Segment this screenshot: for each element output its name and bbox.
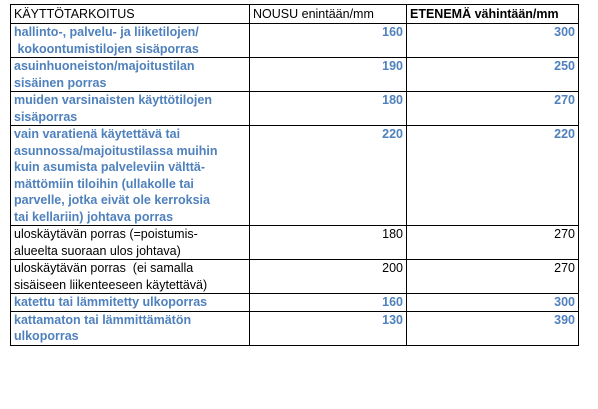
cell-etenema: 300: [407, 24, 579, 58]
cell-text-line: hallinto-, palvelu- ja liiketilojen/: [14, 25, 199, 39]
cell-kayttotarkoitus: [11, 294, 250, 312]
cell-kayttotarkoitus: [11, 24, 250, 58]
cell-etenema: 390: [407, 311, 579, 345]
cell-text-line: kuin asumista palveleviin välttä-: [14, 160, 206, 174]
cell-text-line: vain varatienä käytettävä tai: [14, 127, 181, 141]
stair-dimensions-table: [10, 4, 579, 346]
cell-text-line: kokoontumistilojen sisäporras: [14, 41, 199, 56]
table-row: [11, 311, 579, 345]
cell-etenema: 250: [407, 58, 579, 92]
cell-text-line: sisäiseen liikenteeseen käytettävä): [14, 277, 208, 292]
cell-text-line: uloskäytävän porras (=poistumis-: [14, 227, 198, 241]
cell-text-line: uloskäytävän porras (ei samalla: [14, 261, 194, 275]
cell-etenema: 300: [407, 294, 579, 312]
cell-text-line: alueelta suoraan ulos johtava): [14, 243, 181, 258]
cell-kayttotarkoitus: [11, 226, 250, 260]
cell-text-line: muiden varsinaisten käyttötilojen: [14, 93, 212, 107]
cell-text-line: asunnossa/majoitustilassa muihin: [14, 143, 218, 158]
cell-nousu: 160: [250, 24, 407, 58]
cell-kayttotarkoitus: [11, 92, 250, 126]
cell-text-line: katettu tai lämmitetty ulkoporras: [14, 295, 208, 309]
cell-text-line: sisäinen porras: [14, 75, 107, 90]
cell-kayttotarkoitus: [11, 311, 250, 345]
cell-kayttotarkoitus: [11, 260, 250, 294]
table-body: [11, 24, 579, 346]
cell-etenema: 270: [407, 226, 579, 260]
cell-text-line: mättömiin tiloihin (ullakolle tai: [14, 176, 194, 191]
cell-nousu: 180: [250, 92, 407, 126]
cell-nousu: 130: [250, 311, 407, 345]
table-row: [11, 58, 579, 92]
table-row: [11, 92, 579, 126]
cell-text-line: tai kellariin) johtava porras: [14, 209, 174, 224]
table-row: [11, 24, 579, 58]
cell-nousu: 200: [250, 260, 407, 294]
cell-nousu: 160: [250, 294, 407, 312]
table-row: [11, 126, 579, 226]
cell-nousu: 190: [250, 58, 407, 92]
cell-etenema: 270: [407, 260, 579, 294]
table-row: [11, 226, 579, 260]
table-row: [11, 294, 579, 312]
cell-nousu: 180: [250, 226, 407, 260]
cell-text-line: kattamaton tai lämmittämätön: [14, 312, 192, 327]
cell-nousu: 220: [250, 126, 407, 226]
cell-text-line: ulkoporras: [14, 329, 79, 343]
cell-text-line: parvelle, jotka eivät ole kerroksia: [14, 193, 210, 207]
table-row: [11, 260, 579, 294]
cell-etenema: 220: [407, 126, 579, 226]
cell-text-line: asuinhuoneiston/majoitustilan: [14, 59, 195, 73]
table-header-row: [11, 5, 579, 24]
header-nousu: NOUSU enintään/mm: [250, 5, 407, 24]
header-kayttotarkoitus: KÄYTTÖTARKOITUS: [11, 5, 250, 24]
cell-text-line: sisäporras: [14, 109, 78, 124]
cell-etenema: 270: [407, 92, 579, 126]
header-etenema: ETENEMÄ vähintään/mm: [407, 5, 579, 24]
cell-kayttotarkoitus: [11, 126, 250, 226]
cell-kayttotarkoitus: [11, 58, 250, 92]
